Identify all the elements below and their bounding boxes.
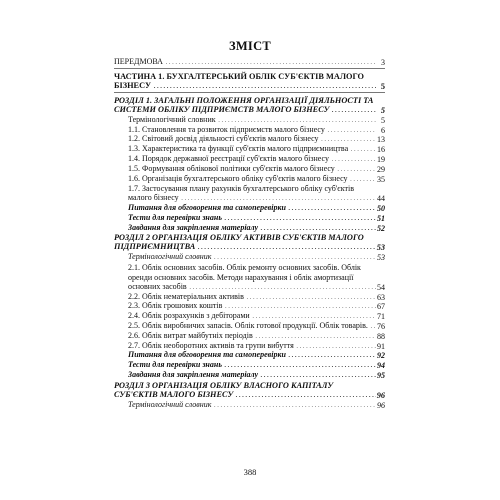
toc-entry-2-4: 2.4. Облік розрахунків з дебіторами . . . 71 — [114, 312, 385, 322]
toc-entry-questions-1: Питання для обговорення та самоперевірки . . . 50 — [114, 204, 385, 214]
toc-entry-1-1: 1.1. Становлення та розвиток підприємств малого бізнесу . . . 6 — [114, 126, 385, 136]
toc-entry-1-7: малого бізнесу . . . 44 — [114, 194, 385, 204]
toc-entry-2-7: 2.7. Облік необоротних активів та групи вибуття . . . 91 — [114, 342, 385, 352]
toc-section-3-title: РОЗДІЛ 3 ОРГАНІЗАЦІЯ ОБЛІКУ ВЛАСНОГО КАПІТАЛУ — [114, 380, 334, 390]
toc-entry-2-5: 2.5. Облік виробничих запасів. Облік готової продукції. Облік товарів. . . . 76 — [114, 322, 385, 332]
toc-entry-2-6: 2.6. Облік витрат майбутніх періодів . . . 88 — [114, 332, 385, 342]
toc-part-1-title: ЧАСТИНА 1. БУХГАЛТЕРСЬКИЙ ОБЛІК СУБ'ЄКТІВ МАЛОГО — [114, 71, 364, 81]
toc-entry-tests-2: Тести для перевірки знань . . . 94 — [114, 361, 385, 371]
toc-entry-1-4: 1.4. Порядок державної реєстрації суб'єктів малого бізнесу . . . 19 — [114, 155, 385, 165]
toc-section-1-title: РОЗДІЛ 1. ЗАГАЛЬНІ ПОЛОЖЕННЯ ОРГАНІЗАЦІЇ ДІЯЛЬНОСТІ ТА — [114, 95, 374, 105]
toc-entry-2-3: 2.3. Облік грошових коштів . . . 67 — [114, 302, 385, 312]
toc-entry-section-2: ПІДПРИЄМНИЦТВА . . . 53 — [114, 243, 385, 253]
toc-entry-section-3: СУБ'ЄКТІВ МАЛОГО БІЗНЕСУ . . . 96 — [114, 391, 385, 401]
toc-entry-glossary-1: Термінологічний словник . . . 5 — [114, 116, 385, 126]
toc-entry-questions-2: Питання для обговорення та самоперевірки . . . 92 — [114, 351, 385, 361]
toc-entry-tests-1: Тести для перевірки знань . . . 51 — [114, 214, 385, 224]
toc-entry-1-6: 1.6. Організація бухгалтерського обліку суб'єктів малого бізнесу . . . 35 — [114, 175, 385, 185]
toc-entry-preface: ПЕРЕДМОВА . . . 3 — [114, 58, 385, 68]
toc-entry-glossary-3: Термінологічний словник . . . 96 — [114, 401, 385, 411]
toc-entry-1-2: 1.2. Світовий досвід діяльності суб'єктів малого бізнесу . . . 13 — [114, 135, 385, 145]
toc-section-2-title: РОЗДІЛ 2 ОРГАНІЗАЦІЯ ОБЛІКУ АКТИВІВ СУБ'ЄКТІВ МАЛОГО — [114, 233, 364, 243]
page-number: 388 — [243, 467, 257, 477]
page-title: ЗМІСТ — [228, 39, 272, 53]
toc-entry-tasks-2: Завдання для закріплення матеріалу . . . 95 — [114, 371, 385, 381]
toc-entry-1-7-title: 1.7. Застосування плану рахунків бухгалтерського обліку суб'єктів — [128, 184, 355, 194]
toc-entry-1-3: 1.3. Характеристика та функції суб'єктів малого підприємництва . . . 16 — [114, 145, 385, 155]
toc-entry-tasks-1: Завдання для закріплення матеріалу . . . 52 — [114, 224, 385, 234]
toc-entry-glossary-2: Термінологічний словник . . . 53 — [114, 253, 385, 263]
toc-entry-1-5: 1.5. Формування облікової політики суб'єктів малого бізнесу . . . 29 — [114, 165, 385, 175]
toc-entry-part-1: БІЗНЕСУ . . . 5 — [114, 82, 385, 92]
toc-entry-2-1-cont: оренди основних засобів. Методи нарахування і облік амортизації — [128, 272, 354, 282]
toc-entry-2-1: основних засобів . . . 54 — [114, 283, 385, 293]
table-of-contents — [114, 58, 385, 411]
toc-entry-2-2: 2.2. Облік нематеріальних активів . . . 63 — [114, 293, 385, 303]
toc-entry-section-1: СИСТЕМИ ОБЛІКУ ПІДПРИЄМСТВ МАЛОГО БІЗНЕСУ . . . 5 — [114, 106, 385, 116]
toc-entry-2-1-title: 2.1. Облік основних засобів. Облік ремонту основних засобів. Облік — [128, 263, 361, 273]
